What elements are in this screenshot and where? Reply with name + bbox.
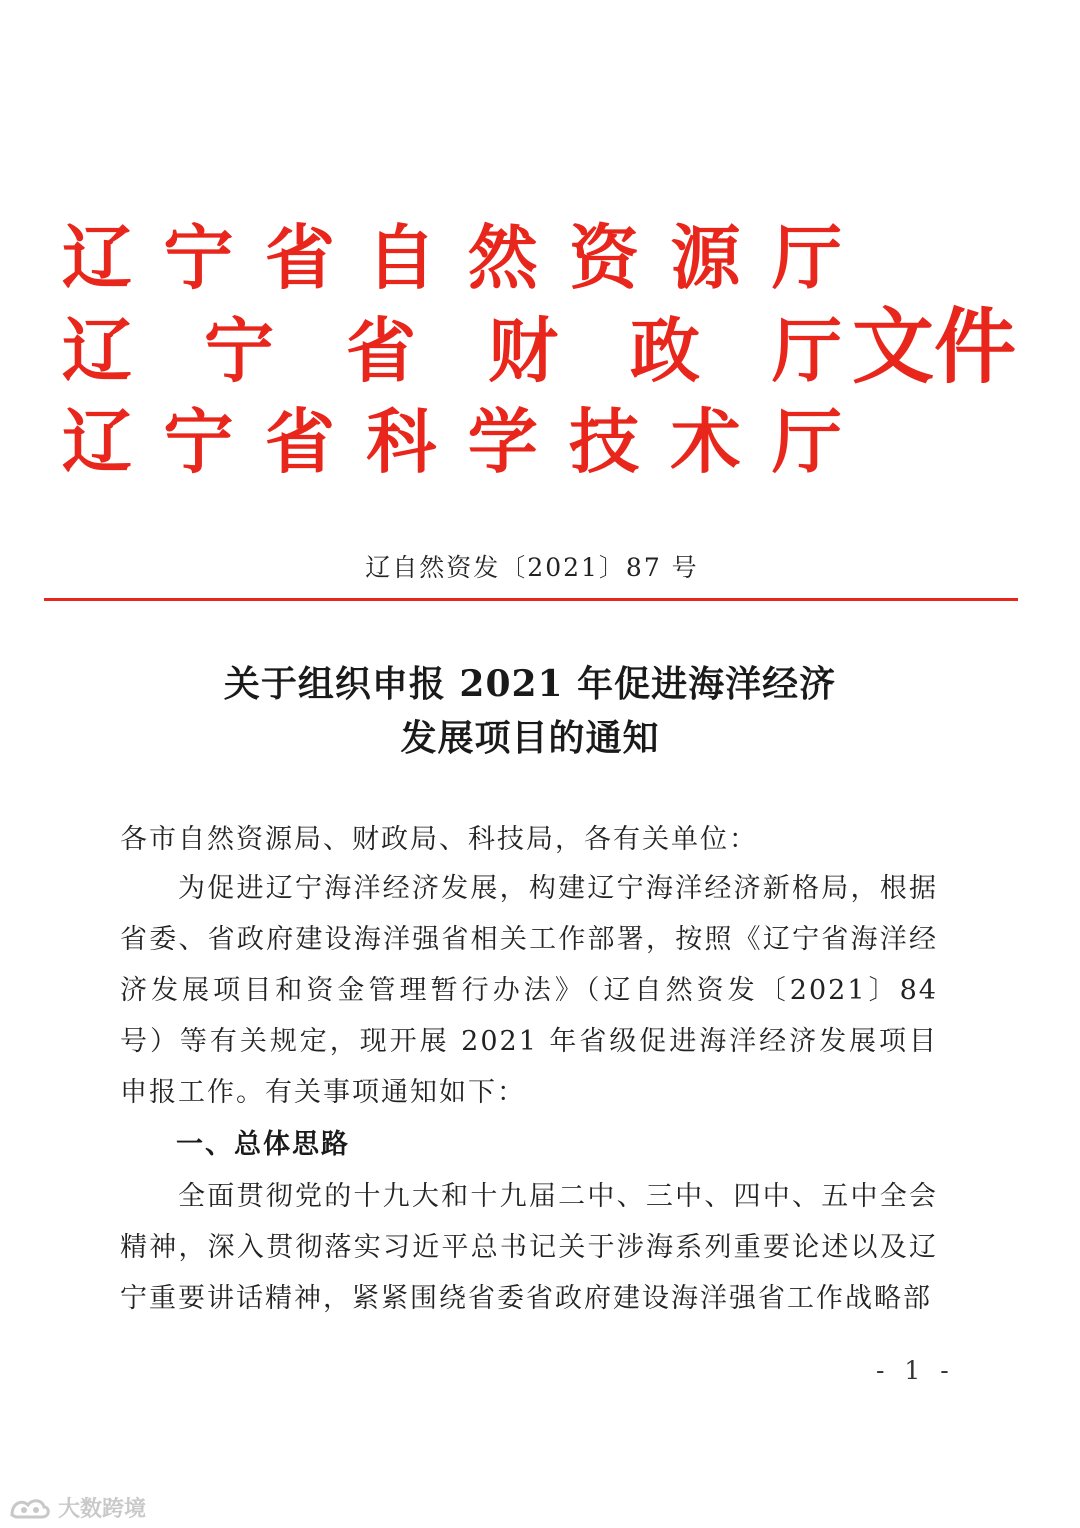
issuer-char: 宁 <box>204 309 274 392</box>
watermark <box>8 1492 146 1523</box>
document-type-label: 文件 <box>852 299 1017 395</box>
issuer-line-science-technology <box>62 400 842 484</box>
page-number: - 1 - <box>876 1356 955 1385</box>
issuer-char: 科 <box>366 400 437 483</box>
issuer-char: 辽 <box>62 309 132 392</box>
issuer-char: 政 <box>630 309 700 392</box>
issuer-char: 自 <box>366 216 437 299</box>
issuer-char: 源 <box>670 216 741 299</box>
document-title-line-2: 发展项目的通知 <box>400 717 660 759</box>
issuer-char: 辽 <box>62 216 132 299</box>
issuer-char: 术 <box>670 400 741 483</box>
salutation: 各市自然资源局、财政局、科技局，各有关单位： <box>120 824 758 855</box>
issuer-char: 学 <box>467 400 538 483</box>
watermark-logo-icon <box>8 1495 52 1521</box>
issuer-char: 资 <box>569 216 640 299</box>
body-paragraph-2: 全面贯彻党的十九大和十九届二中、三中、四中、五中全会精神，深入贯彻落实习近平总书记关于涉海系列重要论述以及辽宁重要讲话精神，紧紧围绕省委省政府建设海洋强省工作战略部 <box>120 1181 938 1314</box>
issuer-char: 然 <box>467 216 538 299</box>
document-title-line-1: 关于组织申报 2021 年促进海洋经济 <box>223 663 837 705</box>
issuer-char: 技 <box>569 400 640 483</box>
body-paragraph-1: 为促进辽宁海洋经济发展，构建辽宁海洋经济新格局，根据省委、省政府建设海洋强省相关工作部署，按照《辽宁省海洋经济发展项目和资金管理暂行办法》（辽自然资发〔2021〕84 号）等有关规定，现开展 2021 年省级促进海洋经济发展项目申报工作。有关事项通知如下： <box>120 873 938 1108</box>
issuer-char: 辽 <box>62 400 132 483</box>
issuer-line-finance <box>62 309 842 393</box>
issuer-char: 厅 <box>771 216 842 299</box>
issuer-char: 财 <box>488 309 558 392</box>
issuer-char: 厅 <box>771 400 842 483</box>
issuer-line-natural-resources <box>62 216 842 300</box>
issuer-char: 省 <box>346 309 416 392</box>
issuer-char: 厅 <box>772 309 842 392</box>
issuer-char: 省 <box>264 216 335 299</box>
document-number: 辽自然资发〔2021〕87 号 <box>365 553 699 582</box>
issuer-char: 宁 <box>163 400 234 483</box>
issuer-char: 宁 <box>163 216 234 299</box>
issuer-char: 省 <box>264 400 335 483</box>
watermark-text: 大数跨境 <box>58 1497 147 1522</box>
red-divider-line <box>44 598 1018 601</box>
section-heading-overall-approach: 一、总体思路 <box>176 1129 350 1160</box>
